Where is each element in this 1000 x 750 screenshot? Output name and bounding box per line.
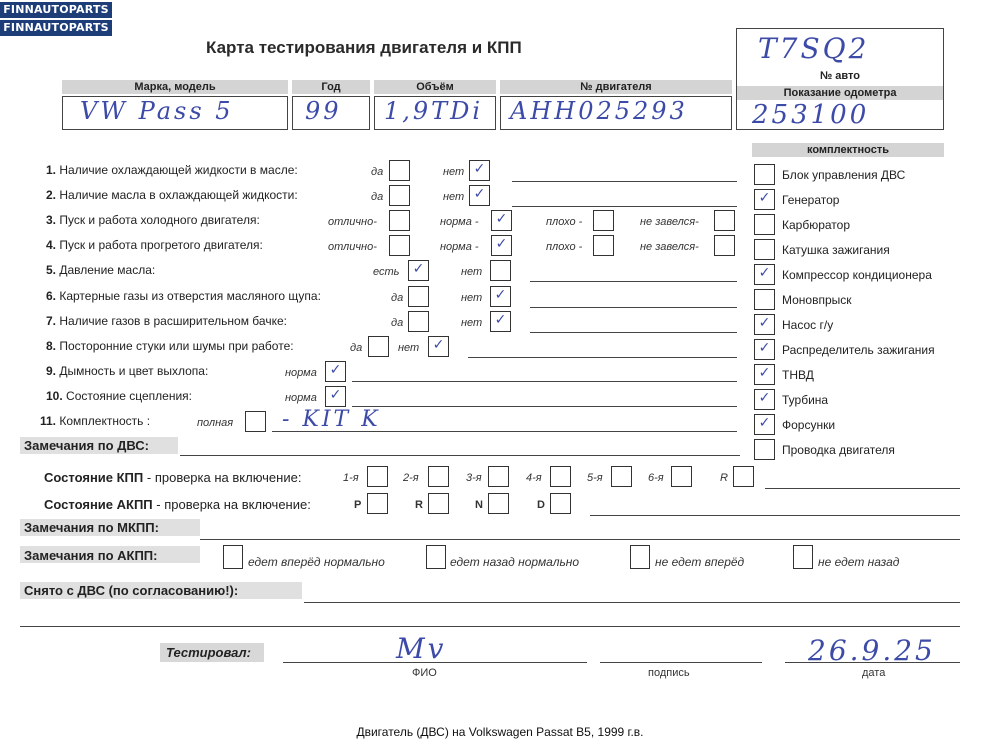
q10-normal-checkbox[interactable] [325,386,346,407]
akpp-state-label: Состояние АКПП - проверка на включение: [44,497,311,512]
auto-number-value: T7SQ2 [758,32,870,65]
comp-wiring-label: Проводка двигателя [782,443,895,457]
kpp-gear-1-label: 1-я [343,472,359,484]
kpp-gear-4-checkbox[interactable] [550,466,571,487]
q3-opt-excellent: отлично- [328,216,377,228]
signature-line [600,662,762,663]
question-4: 4. Пуск и работа прогретого двигателя: [46,238,263,252]
q7-no-checkbox[interactable] [490,311,511,332]
akpp-gear-n-checkbox[interactable] [488,493,509,514]
q7-yes-checkbox[interactable] [408,311,429,332]
q3-opt-bad: плохо - [546,216,583,228]
comp-turbo-checkbox[interactable] [754,389,775,410]
brand-model-value: VW Pass 5 [80,97,234,125]
comp-wiring-checkbox[interactable] [754,439,775,460]
q10-opt-normal: норма [285,392,317,404]
q4-bad-checkbox[interactable] [593,235,614,256]
akpp-gear-r-checkbox[interactable] [428,493,449,514]
q11-notes-line [272,431,737,432]
q11-full-checkbox[interactable] [245,411,266,432]
q8-opt-yes: да [350,342,363,354]
q5-yes-checkbox[interactable] [408,260,429,281]
question-3: 3. Пуск и работа холодного двигателя: [46,213,260,227]
check-mark-icon: ✓ [758,340,771,356]
auto-number-label: № авто [819,70,860,82]
q4-no-start-checkbox[interactable] [714,235,735,256]
q8-opt-no: нет [398,342,420,354]
question-2: 2. Наличие масла в охлаждающей жидкости: [46,188,298,202]
q7-opt-yes: да [391,317,404,329]
fio-label: ФИО [412,667,437,679]
q2-notes-line [512,206,737,207]
akpp-no-backward-checkbox[interactable] [793,545,813,569]
signature-label: подпись [648,667,690,679]
question-5: 5. Давление масла: [46,263,156,277]
volume-value: 1,9TDi [384,97,484,125]
year-label: Год [292,80,370,94]
comp-distributor-checkbox[interactable] [754,339,775,360]
check-mark-icon: ✓ [758,265,771,281]
comp-mono-injection-label: Моновпрыск [782,293,852,307]
q8-notes-line [468,357,737,358]
q9-normal-checkbox[interactable] [325,361,346,382]
question-8: 8. Посторонние стуки или шумы при работе: [46,339,294,353]
q1-no-checkbox[interactable] [469,160,490,181]
comp-distributor-label: Распределитель зажигания [782,343,935,357]
year-value: 99 [305,97,342,125]
akpp-gear-p-checkbox[interactable] [367,493,388,514]
question-9: 9. Дымность и цвет выхлопа: [46,364,209,378]
comp-carburetor-checkbox[interactable] [754,214,775,235]
comp-generator-label: Генератор [782,193,840,207]
check-mark-icon: ✓ [494,287,507,303]
comp-injection-pump-label: ТНВД [782,368,814,382]
akpp-gear-d-checkbox[interactable] [550,493,571,514]
q4-normal-checkbox[interactable] [491,235,512,256]
kpp-gear-3-label: 3-я [466,472,482,484]
brand-model-label: Марка, модель [62,80,288,94]
odometer-value: 253100 [752,100,870,130]
comp-injection-pump-checkbox[interactable] [754,364,775,385]
akpp-notes-line [590,515,960,516]
q3-bad-checkbox[interactable] [593,210,614,231]
akpp-no-forward-checkbox[interactable] [630,545,650,569]
q8-yes-checkbox[interactable] [368,336,389,357]
mkpp-remarks-line [200,539,960,540]
check-mark-icon: ✓ [432,337,445,353]
akpp-gear-p-label: P [354,499,362,511]
check-mark-icon: ✓ [495,236,508,252]
date-line [785,662,960,663]
kpp-gear-r-checkbox[interactable] [733,466,754,487]
q6-opt-no: нет [461,292,483,304]
q7-notes-line [530,332,737,333]
q11-handwritten-note: - KIT K [282,407,381,432]
check-mark-icon: ✓ [758,315,771,331]
kpp-gear-2-label: 2-я [403,472,419,484]
image-caption: Двигатель (ДВС) на Volkswagen Passat B5, 1999 г.в. [356,725,644,739]
q3-normal-checkbox[interactable] [491,210,512,231]
q2-opt-no: нет [443,191,465,203]
q7-opt-no: нет [461,317,483,329]
akpp-forward-normal-label: едет вперёд нормально [248,555,385,569]
akpp-gear-d-label: D [537,499,545,511]
tested-label: Тестировал: [166,645,251,660]
kpp-gear-6-checkbox[interactable] [671,466,692,487]
check-mark-icon: ✓ [758,365,771,381]
comp-carburetor-label: Карбюратор [782,218,851,232]
q5-opt-no: нет [461,266,483,278]
akpp-forward-normal-checkbox[interactable] [223,545,243,569]
engine-remarks-line [180,455,740,456]
kpp-gear-6-label: 6-я [648,472,664,484]
q9-opt-normal: норма [285,367,317,379]
q4-opt-excellent: отлично- [328,241,377,253]
comp-ps-pump-checkbox[interactable] [754,314,775,335]
q5-opt-yes: есть [373,266,400,278]
q3-no-start-checkbox[interactable] [714,210,735,231]
q6-yes-checkbox[interactable] [408,286,429,307]
q8-no-checkbox[interactable] [428,336,449,357]
q10-notes-line [352,406,737,407]
logo-line-2: FINNAUTOPARTS [0,20,112,36]
date-value: 26.9.25 [808,634,936,667]
fio-line [283,662,587,663]
question-1: 1. Наличие охлаждающей жидкости в масле: [46,163,298,177]
q6-opt-yes: да [391,292,404,304]
comp-injectors-checkbox[interactable] [754,414,775,435]
check-mark-icon: ✓ [758,415,771,431]
q4-opt-normal: норма - [440,241,479,253]
akpp-remarks-label: Замечания по АКПП: [24,548,158,563]
q2-opt-yes: да [371,191,384,203]
tested-signature: Mv [396,632,447,665]
engine-remarks-label: Замечания по ДВС: [24,438,149,453]
check-mark-icon: ✓ [494,312,507,328]
q1-opt-yes: да [371,166,384,178]
q3-opt-normal: норма - [440,216,479,228]
page-title: Карта тестирования двигателя и КПП [206,38,522,57]
logo-line-1: FINNAUTOPARTS [0,2,112,18]
volume-label: Объём [374,80,496,94]
question-11: 11. Комплектность : [40,414,151,428]
kpp-gear-2-checkbox[interactable] [428,466,449,487]
akpp-gear-r-label: R [415,499,423,511]
check-mark-icon: ✓ [758,190,771,206]
comp-ac-compressor-label: Компрессор кондиционера [782,268,932,282]
q3-opt-no-start: не завелся- [640,216,699,228]
akpp-gear-n-label: N [475,499,483,511]
removed-label: Снято с ДВС (по согласованию!): [24,583,239,598]
check-mark-icon: ✓ [412,261,425,277]
kpp-gear-5-checkbox[interactable] [611,466,632,487]
kpp-notes-line [765,488,960,489]
comp-ps-pump-label: Насос г/у [782,318,834,332]
question-10: 10. Состояние сцепления: [46,389,192,403]
kpp-state-label: Состояние КПП - проверка на включение: [44,470,302,485]
comp-ac-compressor-checkbox[interactable] [754,264,775,285]
akpp-backward-normal-label: едет назад нормально [450,555,580,569]
check-mark-icon: ✓ [758,390,771,406]
q1-notes-line [512,181,737,182]
comp-coil-checkbox[interactable] [754,239,775,260]
q6-notes-line [530,307,737,308]
comp-turbo-label: Турбина [782,393,829,407]
check-mark-icon: ✓ [495,211,508,227]
comp-mono-injection-checkbox[interactable] [754,289,775,310]
check-mark-icon: ✓ [473,186,486,202]
q2-yes-checkbox[interactable] [389,185,410,206]
removed-line-2 [20,626,960,627]
comp-generator-checkbox[interactable] [754,189,775,210]
comp-ecu-label: Блок управления ДВС [782,168,906,182]
akpp-backward-normal-checkbox[interactable] [426,545,446,569]
q11-opt-full: полная [197,417,234,429]
kpp-gear-r-label: R [720,472,728,484]
q2-no-checkbox[interactable] [469,185,490,206]
check-mark-icon: ✓ [473,161,486,177]
removed-line [304,602,960,603]
engine-number-value: AHH025293 [510,97,688,125]
q4-excellent-checkbox[interactable] [389,235,410,256]
kpp-gear-1-checkbox[interactable] [367,466,388,487]
q9-notes-line [352,381,737,382]
engine-number-label: № двигателя [500,80,732,94]
question-6: 6. Картерные газы из отверстия масляного щупа: [46,289,321,303]
q3-excellent-checkbox[interactable] [389,210,410,231]
comp-ecu-checkbox[interactable] [754,164,775,185]
akpp-no-backward-label: не едет назад [818,555,900,569]
comp-injectors-label: Форсунки [782,418,836,432]
kpp-gear-4-label: 4-я [526,472,542,484]
q5-no-checkbox[interactable] [490,260,511,281]
akpp-no-forward-label: не едет вперёд [655,555,745,569]
q4-opt-bad: плохо - [546,241,583,253]
q4-opt-no-start: не завелся- [640,241,699,253]
question-7: 7. Наличие газов в расширительном бачке: [46,314,287,328]
kpp-gear-3-checkbox[interactable] [488,466,509,487]
kpp-gear-5-label: 5-я [587,472,603,484]
date-label: дата [862,667,886,679]
odometer-label: Показание одометра [737,86,943,100]
comp-coil-label: Катушка зажигания [782,243,890,257]
q5-notes-line [530,281,737,282]
q1-opt-no: нет [443,166,465,178]
q6-no-checkbox[interactable] [490,286,511,307]
check-mark-icon: ✓ [329,362,342,378]
q1-yes-checkbox[interactable] [389,160,410,181]
completeness-header: комплектность [752,143,944,157]
check-mark-icon: ✓ [329,387,342,403]
mkpp-remarks-label: Замечания по МКПП: [24,520,159,535]
